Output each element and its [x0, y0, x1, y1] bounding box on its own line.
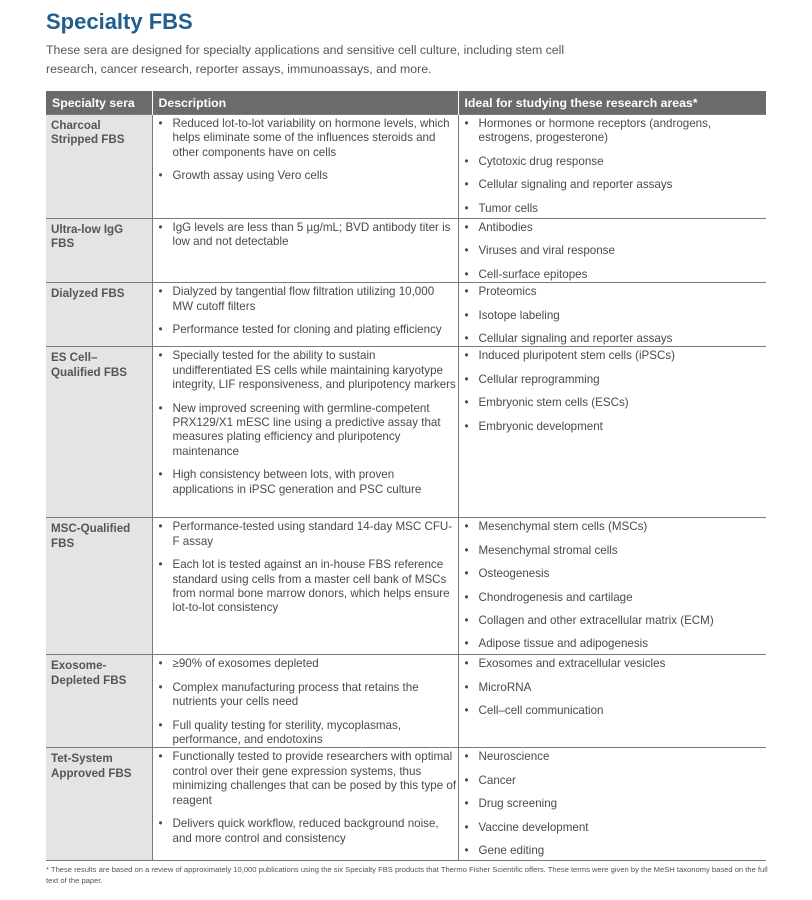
description-bullet: • Complex manufacturing process that retains the nutrients your cells need	[153, 681, 458, 710]
research-area-bullet: • MicroRNA	[459, 681, 767, 695]
table-row	[46, 347, 766, 518]
description-bullet: • Reduced lot-to-lot variability on hormone levels, which helps eliminate some of the influences steroids and other components have on cells	[153, 117, 458, 160]
research-areas-cell	[458, 347, 766, 518]
table-row	[46, 283, 766, 347]
research-areas-list	[459, 518, 767, 651]
research-area-bullet: • Cancer	[459, 774, 767, 788]
table-row	[46, 655, 766, 748]
research-area-bullet: • Drug screening	[459, 797, 767, 811]
description-cell	[152, 219, 458, 283]
page-title: Specialty FBS	[46, 9, 193, 34]
description-bullet: • Specially tested for the ability to sustain undifferentiated ES cells while maintaining karyotype integrity, LIF responsiveness, and pluripotency markers	[153, 349, 458, 392]
research-areas-cell	[458, 219, 766, 283]
sera-name-cell: ES Cell–Qualified FBS	[46, 347, 152, 518]
research-area-bullet: • Cellular signaling and reporter assays	[459, 332, 767, 346]
description-bullet: • Functionally tested to provide researchers with optimal control over their gene expression systems, thus minimizing challenges that can be posed by this type of reagent	[153, 750, 458, 808]
research-area-bullet: • Viruses and viral response	[459, 244, 767, 258]
table-row	[46, 518, 766, 655]
research-area-bullet: • Collagen and other extracellular matrix (ECM)	[459, 614, 767, 628]
description-list	[153, 219, 458, 250]
research-area-bullet: • Osteogenesis	[459, 567, 767, 581]
research-areas-cell	[458, 115, 766, 219]
research-area-bullet: • Vaccine development	[459, 821, 767, 835]
column-header-description: Description	[152, 91, 458, 115]
research-areas-cell	[458, 283, 766, 347]
description-bullet: • Dialyzed by tangential flow filtration utilizing 10,000 MW cutoff filters	[153, 285, 458, 314]
description-bullet: • Delivers quick workflow, reduced background noise, and more control and consistency	[153, 817, 458, 846]
research-areas-list	[459, 347, 767, 434]
research-area-bullet: • Embryonic development	[459, 420, 767, 434]
description-cell	[152, 283, 458, 347]
sera-name-cell: Dialyzed FBS	[46, 283, 152, 347]
description-bullet: • Performance-tested using standard 14-day MSC CFU-F assay	[153, 520, 458, 549]
description-bullet: • Growth assay using Vero cells	[153, 169, 458, 183]
research-areas-list	[459, 219, 767, 282]
table-header-row	[46, 91, 766, 115]
research-area-bullet: • Gene editing	[459, 844, 767, 858]
description-list	[153, 655, 458, 747]
research-area-bullet: • Adipose tissue and adipogenesis	[459, 637, 767, 651]
description-bullet: • Each lot is tested against an in-house FBS reference standard using cells from a master cell bank of MSCs from normal bone marrow donors, which helps ensure lot-to-lot consistency	[153, 558, 458, 616]
intro-paragraph: These sera are designed for specialty applications and sensitive cell culture, including stem cell research, cancer research, reporter assays, immunoassays, and more.	[46, 43, 565, 76]
description-cell	[152, 347, 458, 518]
research-area-bullet: • Hormones or hormone receptors (androgens, estrogens, progesterone)	[459, 117, 767, 146]
sera-name-cell: MSC-Qualified FBS	[46, 518, 152, 655]
research-area-bullet: • Tumor cells	[459, 202, 767, 216]
sera-name-cell: Charcoal Stripped FBS	[46, 115, 152, 219]
research-areas-list	[459, 283, 767, 346]
research-area-bullet: • Cell-surface epitopes	[459, 268, 767, 282]
research-area-bullet: • Mesenchymal stromal cells	[459, 544, 767, 558]
table-row	[46, 748, 766, 861]
research-area-bullet: • Proteomics	[459, 285, 767, 299]
research-areas-cell	[458, 518, 766, 655]
description-list	[153, 115, 458, 184]
research-area-bullet: • Antibodies	[459, 221, 767, 235]
description-cell	[152, 748, 458, 861]
description-list	[153, 347, 458, 497]
table-body	[46, 115, 766, 861]
description-bullet: • IgG levels are less than 5 µg/mL; BVD antibody titer is low and not detectable	[153, 221, 458, 250]
research-areas-cell	[458, 655, 766, 748]
research-areas-list	[459, 748, 767, 858]
specialty-sera-table	[46, 91, 766, 861]
column-header-sera: Specialty sera	[46, 91, 152, 115]
sera-name-cell: Exosome-Depleted FBS	[46, 655, 152, 748]
description-bullet: • Full quality testing for sterility, mycoplasmas, performance, and endotoxins	[153, 719, 458, 748]
research-area-bullet: • Exosomes and extracellular vesicles	[459, 657, 767, 671]
description-list	[153, 518, 458, 615]
research-area-bullet: • Cellular reprogramming	[459, 373, 767, 387]
description-list	[153, 748, 458, 845]
description-list	[153, 283, 458, 337]
description-cell	[152, 655, 458, 748]
sera-name-cell: Ultra-low IgG FBS	[46, 219, 152, 283]
description-bullet: • ≥90% of exosomes depleted	[153, 657, 458, 671]
research-area-bullet: • Isotope labeling	[459, 309, 767, 323]
table-row	[46, 115, 766, 219]
research-area-bullet: • Cytotoxic drug response	[459, 155, 767, 169]
research-areas-cell	[458, 748, 766, 861]
research-area-bullet: • Mesenchymal stem cells (MSCs)	[459, 520, 767, 534]
description-bullet: • New improved screening with germline-competent PRX129/X1 mESC line using a predictive assay that measures plating efficiency and pluripotency maintenance	[153, 402, 458, 460]
research-area-bullet: • Cell–cell communication	[459, 704, 767, 718]
research-area-bullet: • Chondrogenesis and cartilage	[459, 591, 767, 605]
column-header-research-areas: Ideal for studying these research areas*	[458, 91, 766, 115]
sera-name-cell: Tet-System Approved FBS	[46, 748, 152, 861]
research-area-bullet: • Neuroscience	[459, 750, 767, 764]
footnote: * These results are based on a review of approximately 10,000 publications using the six Specialty FBS products that Thermo Fisher Scientific offers. These terms were given by the MeSH taxonomy based on the full text of the paper.	[46, 865, 768, 885]
research-area-bullet: • Induced pluripotent stem cells (iPSCs)	[459, 349, 767, 363]
research-areas-list	[459, 115, 767, 216]
description-bullet: • Performance tested for cloning and plating efficiency	[153, 323, 458, 337]
research-area-bullet: • Cellular signaling and reporter assays	[459, 178, 767, 192]
table-row	[46, 219, 766, 283]
description-cell	[152, 518, 458, 655]
research-area-bullet: • Embryonic stem cells (ESCs)	[459, 396, 767, 410]
description-cell	[152, 115, 458, 219]
description-bullet: • High consistency between lots, with proven applications in iPSC generation and PSC culture	[153, 468, 458, 497]
research-areas-list	[459, 655, 767, 718]
